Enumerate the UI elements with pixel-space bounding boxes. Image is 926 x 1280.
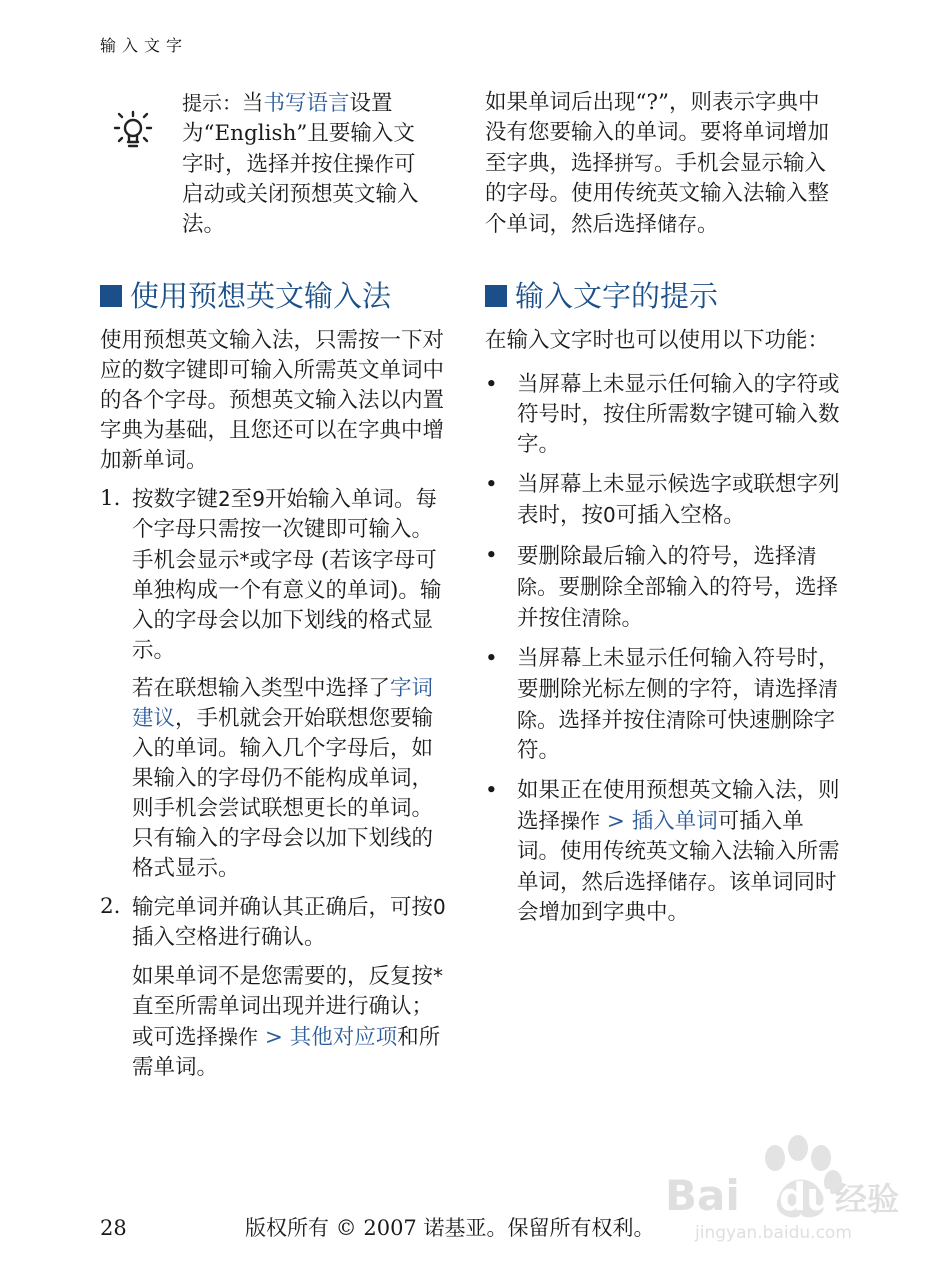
key-label: 0 xyxy=(433,895,446,919)
text-part: 至 xyxy=(230,487,253,512)
save-key-label: 储存 xyxy=(657,212,698,236)
save-key-label: 储存 xyxy=(667,870,708,894)
step-number: 1. xyxy=(100,486,121,511)
tip-box xyxy=(100,88,450,240)
text-part: 直至所需单词出现并进行确认；或可选择 xyxy=(132,994,434,1050)
text-part: 。该单词同时会增加到字典中。 xyxy=(517,870,837,925)
tip-item-text: 当屏幕上未显示任何输入的字符或符号时，按住所需数字键可输入数字。 xyxy=(517,372,840,457)
bullet-icon: • xyxy=(485,646,498,671)
tip-item xyxy=(485,470,840,531)
lightbulb-icon xyxy=(110,88,180,163)
text-part: 当屏幕上未显示任何输入符号时，要删除光标左侧的字符，请选择 xyxy=(517,646,840,702)
text-part: 按数字键 xyxy=(132,487,219,512)
step-note xyxy=(132,674,450,884)
text-part: 可快速删除字符。 xyxy=(517,708,836,763)
options-key-label: 操作 xyxy=(354,152,395,176)
clear-key-label: 清除 xyxy=(581,606,622,630)
bullet-icon: • xyxy=(485,472,498,497)
text-part: 和所需单词。 xyxy=(132,1025,441,1080)
watermark-url: jingyan.baidu.com xyxy=(695,1223,852,1243)
left-column xyxy=(100,88,450,1091)
bullet-icon: • xyxy=(485,543,498,568)
tip-text xyxy=(182,88,430,240)
step-note xyxy=(132,961,450,1083)
word-suggestion-link[interactable]: 字词建议 xyxy=(132,676,434,731)
text-part: 开始输入单词。每个字母只需按一次键即可输入。手机会显示 xyxy=(132,487,438,573)
tip-lead: 提示： xyxy=(182,91,242,115)
step-text xyxy=(132,892,450,953)
key-label: 0 xyxy=(603,503,616,527)
tips-list xyxy=(485,370,840,928)
menu-separator: > xyxy=(600,809,632,834)
tip-text-part: 可启动或关闭预想英文输入法。 xyxy=(182,152,419,237)
key-label: * xyxy=(433,964,444,988)
writing-language-link[interactable]: 书写语言 xyxy=(263,91,350,116)
tip-item-text xyxy=(517,776,840,928)
text-part: 插入空格进行确认。 xyxy=(132,925,326,950)
right-column xyxy=(485,88,840,938)
options-key-label: 操作 xyxy=(218,1025,259,1049)
tip-text-part: 当 xyxy=(242,91,264,116)
text-part: 如果单词不是您需要的，反复按 xyxy=(132,964,434,989)
text-part: 。 xyxy=(621,606,644,631)
text-part: 当屏幕上未显示候选字或联想字列表时，按 xyxy=(517,472,840,528)
section-title: 使用预想英文输入法 xyxy=(130,279,392,313)
text-part: 如果单词后出现“?”，则表示字典中没有您要输入的单词。要将单词增加至字典，选择 xyxy=(485,90,830,176)
key-label: 9 xyxy=(252,487,265,511)
text-part: 。选择并按住 xyxy=(537,708,667,733)
text-part: 若在联想输入类型中选择了 xyxy=(132,676,391,701)
tip-item xyxy=(485,370,840,460)
text-part: 要删除最后输入的符号，选择 xyxy=(517,544,797,569)
text-part: 如果正在使用预想英文输入法，则选择 xyxy=(517,778,840,834)
text-part: 可插入空格。 xyxy=(615,503,745,528)
step-text xyxy=(132,484,450,666)
bullet-icon: • xyxy=(485,778,498,803)
tips-intro: 在输入文字时也可以使用以下功能： xyxy=(485,328,830,353)
text-part: 。 xyxy=(697,212,719,237)
options-key-label: 操作 xyxy=(560,809,601,833)
clear-key-label: 清除 xyxy=(517,677,839,732)
tip-item xyxy=(485,776,840,928)
watermark-brand-a: Bai xyxy=(665,1171,740,1220)
clear-key-label: 清除 xyxy=(666,708,707,732)
steps-list xyxy=(100,484,450,1083)
page-number: 28 xyxy=(100,1216,127,1240)
spell-paragraph xyxy=(485,88,840,240)
text-part: 。手机会显示输入的字母。使用传统英文输入法输入整个单词，然后选择 xyxy=(485,151,830,237)
text-part: 可插入单词。使用传统英文输入法输入所需单词，然后选择 xyxy=(517,809,840,895)
copyright-notice: 版权所有 © 2007 诺基亚。保留所有权利。 xyxy=(245,1216,655,1240)
key-label: 2 xyxy=(218,487,231,511)
insert-word-link[interactable]: 插入单词 xyxy=(631,809,718,834)
tip-item xyxy=(485,541,840,634)
section-title: 输入文字的提示 xyxy=(515,279,719,313)
text-part: 或字母 (若该字母可单独构成一个有意义的单词)。输入的字母会以加下划线的格式显示。 xyxy=(132,548,442,663)
text-part: 。要删除全部输入的符号，选择并按住 xyxy=(517,575,839,631)
section-heading-tips xyxy=(485,276,840,316)
predictive-intro: 使用预想英文输入法，只需按一下对应的数字键即可输入所需英文单词中的各个字母。预想英文输入法以内置字典为基础，且您还可以在字典中增加新单词。 xyxy=(100,328,445,473)
tip-item xyxy=(485,644,840,766)
tip-item-text xyxy=(517,470,840,531)
clear-key-label: 清除 xyxy=(517,544,817,599)
spell-key-label: 拼写 xyxy=(614,151,655,175)
tip-item-text xyxy=(517,541,840,634)
key-label: * xyxy=(239,548,250,572)
watermark-brand-cn: 经验 xyxy=(835,1180,900,1218)
running-header: 输入文字 xyxy=(100,36,189,55)
baidu-watermark-logo xyxy=(655,1132,905,1250)
step-item xyxy=(100,484,450,884)
menu-separator: > xyxy=(258,1025,290,1050)
watermark-brand-b: du xyxy=(779,1175,834,1219)
bullet-icon: • xyxy=(485,372,498,397)
heading-square-icon xyxy=(485,285,507,307)
step-number: 2. xyxy=(100,894,121,919)
section-heading-predictive xyxy=(100,276,450,316)
step-item xyxy=(100,892,450,1083)
tip-text-part: 设置为“English”且要输入文字时，选择并按住 xyxy=(182,91,415,177)
tip-item-text xyxy=(517,644,840,766)
other-matches-link[interactable]: 其他对应项 xyxy=(289,1025,398,1050)
text-part: ，手机就会开始联想您要输入的单词。输入几个字母后，如果输入的字母仍不能构成单词，则手机会尝试联想更长的单词。只有输入的字母会以加下划线的格式显示。 xyxy=(132,706,434,881)
text-part: 输完单词并确认其正确后，可按 xyxy=(132,895,434,920)
heading-square-icon xyxy=(100,285,122,307)
